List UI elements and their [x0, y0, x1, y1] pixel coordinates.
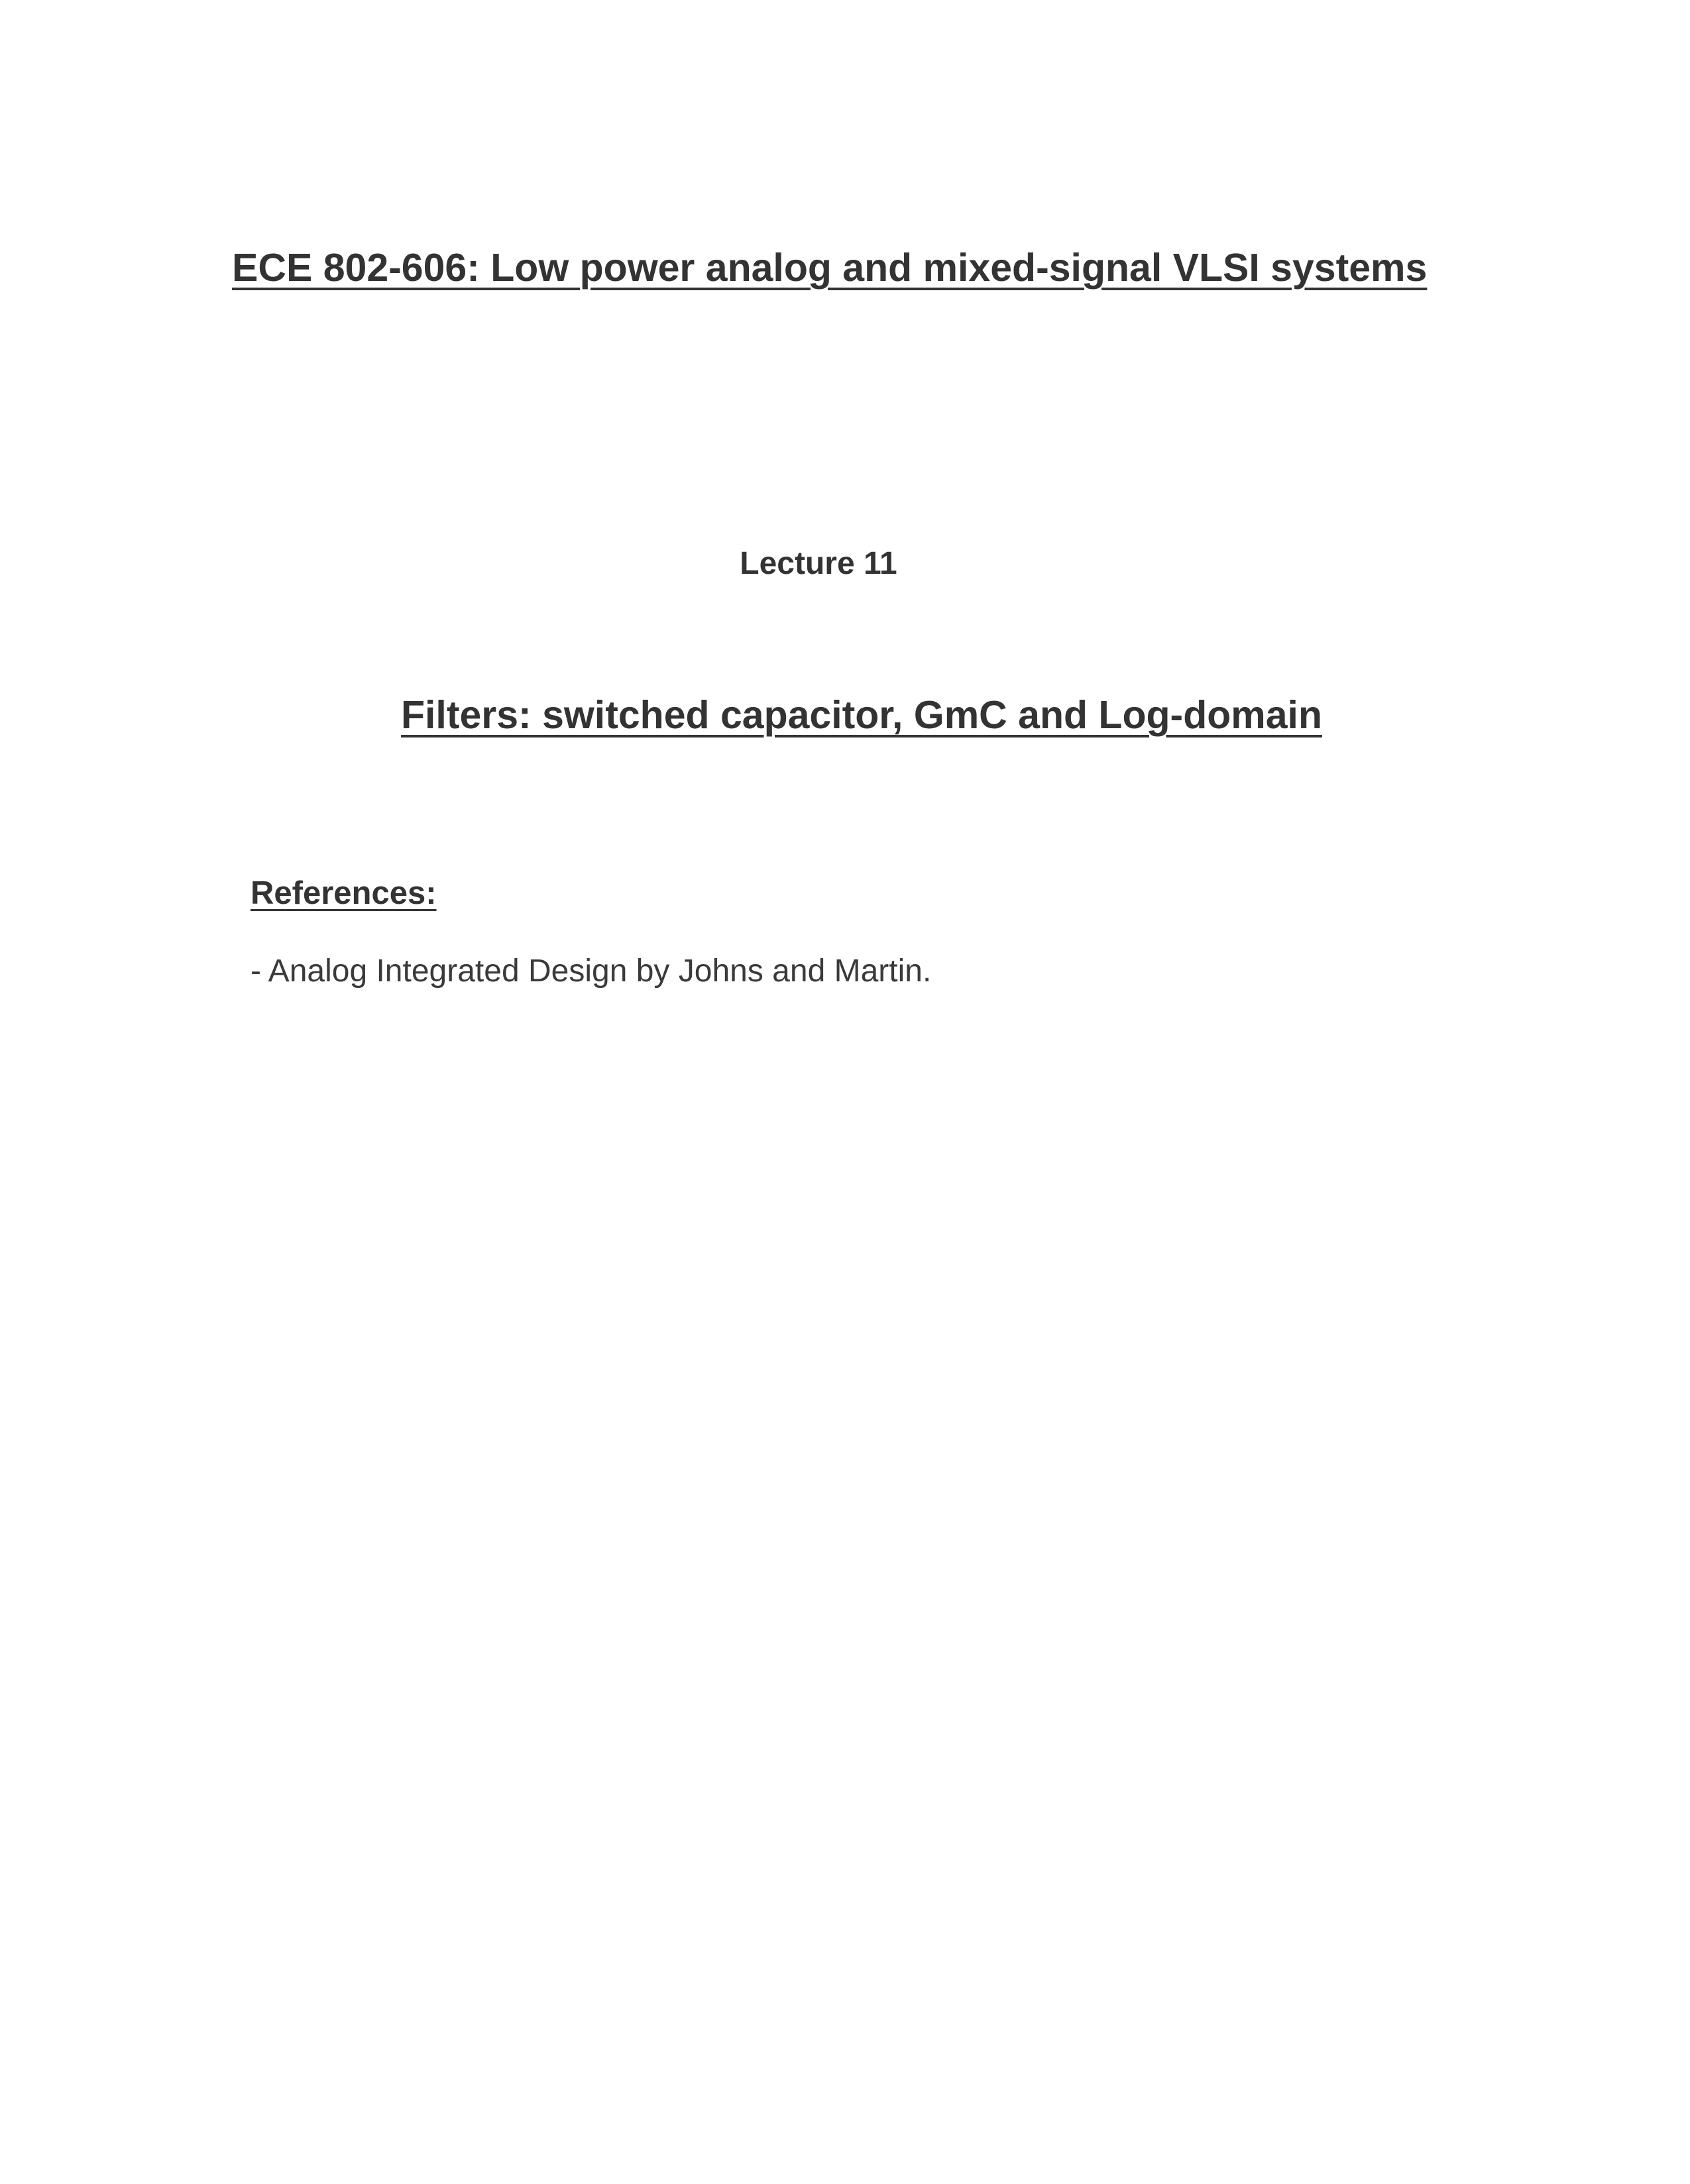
references-list	[251, 953, 931, 989]
reference-item: - Analog Integrated Design by Johns and Martin.	[251, 954, 932, 989]
lecture-topic: Filters: switched capacitor, GmC and Log-domain	[401, 693, 1322, 737]
references-heading: References:	[251, 875, 437, 911]
lecture-number: Lecture 11	[740, 546, 897, 581]
course-title: ECE 802-606: Low power analog and mixed-signal VLSI systems	[232, 246, 1428, 290]
